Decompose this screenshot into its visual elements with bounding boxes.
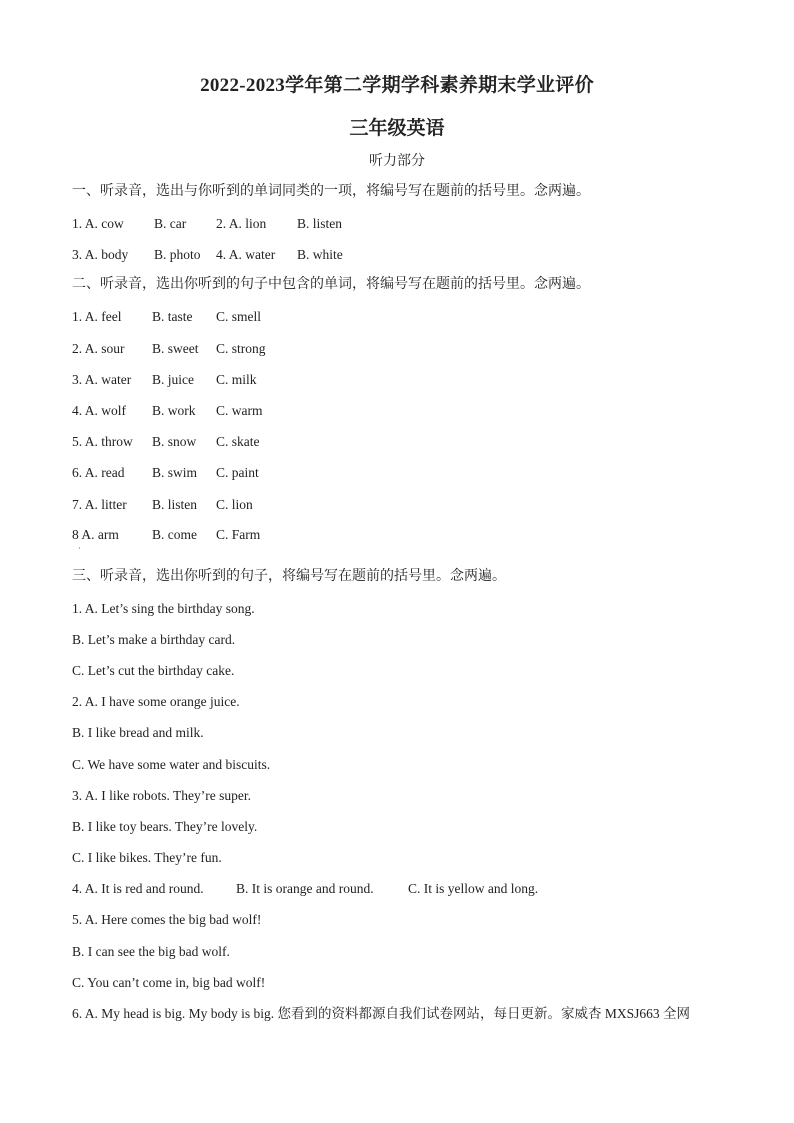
option-text: B. snow (152, 434, 197, 449)
option-text: C. You can’t come in, big bad wolf! (72, 975, 266, 990)
option-text: C. lion (216, 497, 253, 512)
option-text: C. Let’s cut the birthday cake. (72, 663, 235, 678)
option-text: 4. A. wolf (72, 403, 126, 418)
option-text: C. We have some water and biscuits. (72, 757, 271, 772)
option-text: B. Let’s make a birthday card. (72, 632, 236, 647)
option-text: 4. A. water (216, 247, 276, 262)
option-text: B. I can see the big bad wolf. (72, 944, 230, 959)
option-text: C. Farm (216, 527, 261, 542)
option-text: C. warm (216, 403, 263, 418)
option-text: B. white (297, 247, 343, 262)
option-text: 2. A. I have some orange juice. (72, 694, 240, 709)
option-text: 4. A. It is red and round. (72, 881, 204, 896)
option-text: B. photo (154, 247, 201, 262)
section-label: 听力部分 (369, 154, 425, 169)
option-text: B. sweet (152, 341, 199, 356)
option-text: 5. A. Here comes the big bad wolf! (72, 912, 262, 927)
option-text: B. juice (152, 372, 194, 387)
option-text: B. taste (152, 309, 193, 324)
option-text: C. skate (216, 434, 260, 449)
option-text: B. come (152, 527, 197, 542)
section-heading-3: 三、听录音，选出你听到的句子，将编号写在题前的括号里。念两遍。 (72, 569, 506, 584)
exam-title: 2022-2023学年第二学期学科素养期末学业评价 (200, 75, 594, 96)
option-text: 8 A. arm (72, 527, 119, 542)
option-text: 3. A. water (72, 372, 132, 387)
stray-mark: · (78, 544, 81, 553)
option-text: B. listen (297, 216, 343, 231)
option-text: B. work (152, 403, 196, 418)
option-text: C. strong (216, 341, 266, 356)
option-text: C. It is yellow and long. (408, 881, 539, 896)
option-text: B. swim (152, 465, 198, 480)
option-text: 1. A. cow (72, 216, 124, 231)
option-text: C. I like bikes. They’re fun. (72, 850, 222, 865)
option-text: B. It is orange and round. (236, 881, 374, 896)
option-text: 6. A. read (72, 465, 125, 480)
option-text: C. paint (216, 465, 259, 480)
option-text: B. I like bread and milk. (72, 725, 204, 740)
option-text: B. car (154, 216, 187, 231)
section-heading-2: 二、听录音，选出你听到的句子中包含的单词，将编号写在题前的括号里。念两遍。 (72, 277, 590, 292)
option-text: C. milk (216, 372, 257, 387)
option-text: 3. A. body (72, 247, 129, 262)
option-text: B. I like toy bears. They’re lovely. (72, 819, 258, 834)
option-text: C. smell (216, 309, 262, 324)
option-text: 1. A. feel (72, 309, 122, 324)
option-text: 2. A. sour (72, 341, 125, 356)
exam-subtitle: 三年级英语 (349, 118, 445, 139)
option-text: 3. A. I like robots. They’re super. (72, 788, 251, 803)
option-text: 2. A. lion (216, 216, 267, 231)
option-text: 5. A. throw (72, 434, 133, 449)
option-text: 7. A. litter (72, 497, 127, 512)
option-text: 6. A. My head is big. My body is big. 您看到的资料都源自我们试卷网站，每日更新。家威杏 MXSJ663 全网 (72, 1006, 691, 1021)
section-heading-1: 一、听录音，选出与你听到的单词同类的一项，将编号写在题前的括号里。念两遍。 (72, 184, 590, 199)
option-text: 1. A. Let’s sing the birthday song. (72, 601, 255, 616)
option-text: B. listen (152, 497, 198, 512)
